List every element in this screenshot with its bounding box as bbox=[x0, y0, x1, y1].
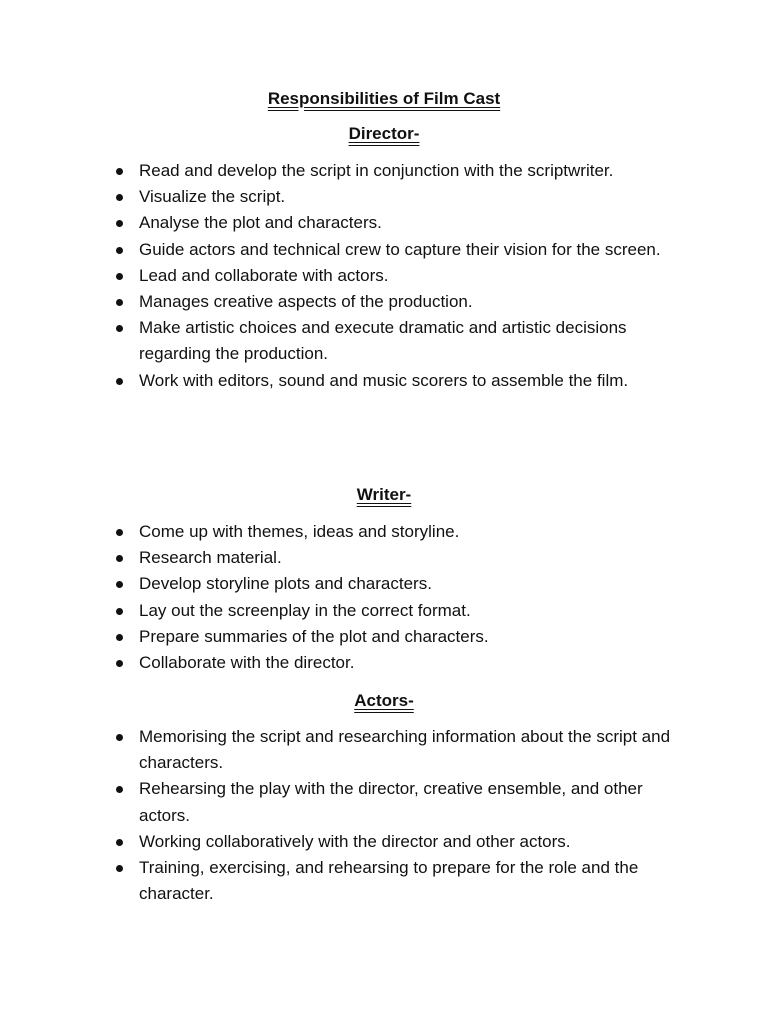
bullet-icon bbox=[116, 608, 123, 615]
list-item bbox=[112, 724, 672, 776]
section-heading-text: Director- bbox=[348, 124, 420, 143]
bullet-icon bbox=[116, 325, 123, 332]
list-item bbox=[112, 624, 672, 650]
bullet-icon bbox=[116, 865, 123, 872]
list-item-text: Memorising the script and researching information about the script and characters. bbox=[139, 727, 671, 773]
bullet-icon bbox=[116, 786, 123, 793]
bullet-icon bbox=[116, 555, 123, 562]
bullet-icon bbox=[116, 194, 123, 201]
list-item-text: Come up with themes, ideas and storyline. bbox=[139, 522, 460, 541]
bullet-icon bbox=[116, 168, 123, 175]
list-item-text: Guide actors and technical crew to capture their vision for the screen. bbox=[139, 239, 661, 259]
list-item bbox=[112, 210, 672, 236]
section-heading-actors bbox=[0, 689, 768, 713]
bullet-icon bbox=[116, 660, 123, 667]
list-item-text: Lay out the screenplay in the correct format. bbox=[139, 600, 471, 620]
bullet-icon bbox=[116, 634, 123, 641]
bullet-icon bbox=[116, 529, 123, 536]
bullet-icon bbox=[116, 220, 123, 227]
list-item-text: Collaborate with the director. bbox=[139, 653, 355, 673]
list-item-text: Read and develop the script in conjunction with the scriptwriter. bbox=[139, 161, 614, 180]
list-item-text: Prepare summaries of the plot and characters. bbox=[139, 626, 489, 646]
section-heading-text: Writer- bbox=[356, 485, 412, 504]
list-item bbox=[112, 184, 672, 210]
list-item bbox=[112, 545, 672, 571]
list-item-text: Develop storyline plots and characters. bbox=[139, 574, 432, 594]
list-item bbox=[112, 519, 672, 545]
list-item-text: Visualize the script. bbox=[139, 187, 286, 207]
bullet-icon bbox=[116, 299, 123, 306]
section-heading-director bbox=[0, 122, 768, 146]
document-title-text: Responsibilities of Film Cast bbox=[267, 89, 501, 108]
list-item-text: Manages creative aspects of the production. bbox=[139, 292, 473, 312]
document-title bbox=[0, 87, 768, 111]
list-item bbox=[112, 289, 672, 315]
list-item-text: Work with editors, sound and music scorers to assemble the film. bbox=[139, 370, 629, 390]
list-item bbox=[112, 776, 672, 828]
list-item bbox=[112, 650, 672, 676]
list-item-text: Research material. bbox=[139, 548, 282, 568]
bullet-icon bbox=[116, 734, 123, 741]
list-item bbox=[112, 315, 672, 367]
list-item-text: Analyse the plot and characters. bbox=[139, 213, 382, 233]
list-item bbox=[112, 158, 672, 184]
section-heading-text: Actors- bbox=[354, 691, 414, 710]
bullet-icon bbox=[116, 378, 123, 385]
list-item-text: Working collaboratively with the director and other actors. bbox=[139, 831, 571, 851]
bullet-icon bbox=[116, 839, 123, 846]
bullet-icon bbox=[116, 247, 123, 254]
list-item-text: Training, exercising, and rehearsing to prepare for the role and the character. bbox=[139, 858, 639, 904]
list-item-text: Rehearsing the play with the director, creative ensemble, and other actors. bbox=[139, 779, 643, 825]
bullet-icon bbox=[116, 581, 123, 588]
writer-responsibilities-list bbox=[112, 519, 672, 676]
list-item bbox=[112, 237, 672, 263]
list-item bbox=[112, 263, 672, 289]
list-item bbox=[112, 571, 672, 597]
list-item-text: Lead and collaborate with actors. bbox=[139, 265, 389, 285]
bullet-icon bbox=[116, 273, 123, 280]
list-item-text: Make artistic choices and execute dramatic and artistic decisions regarding the production. bbox=[139, 318, 627, 364]
list-item bbox=[112, 855, 672, 907]
list-item bbox=[112, 598, 672, 624]
director-responsibilities-list bbox=[112, 158, 672, 394]
list-item bbox=[112, 829, 672, 855]
section-heading-writer bbox=[0, 483, 768, 507]
actors-responsibilities-list bbox=[112, 724, 672, 907]
list-item bbox=[112, 368, 672, 394]
